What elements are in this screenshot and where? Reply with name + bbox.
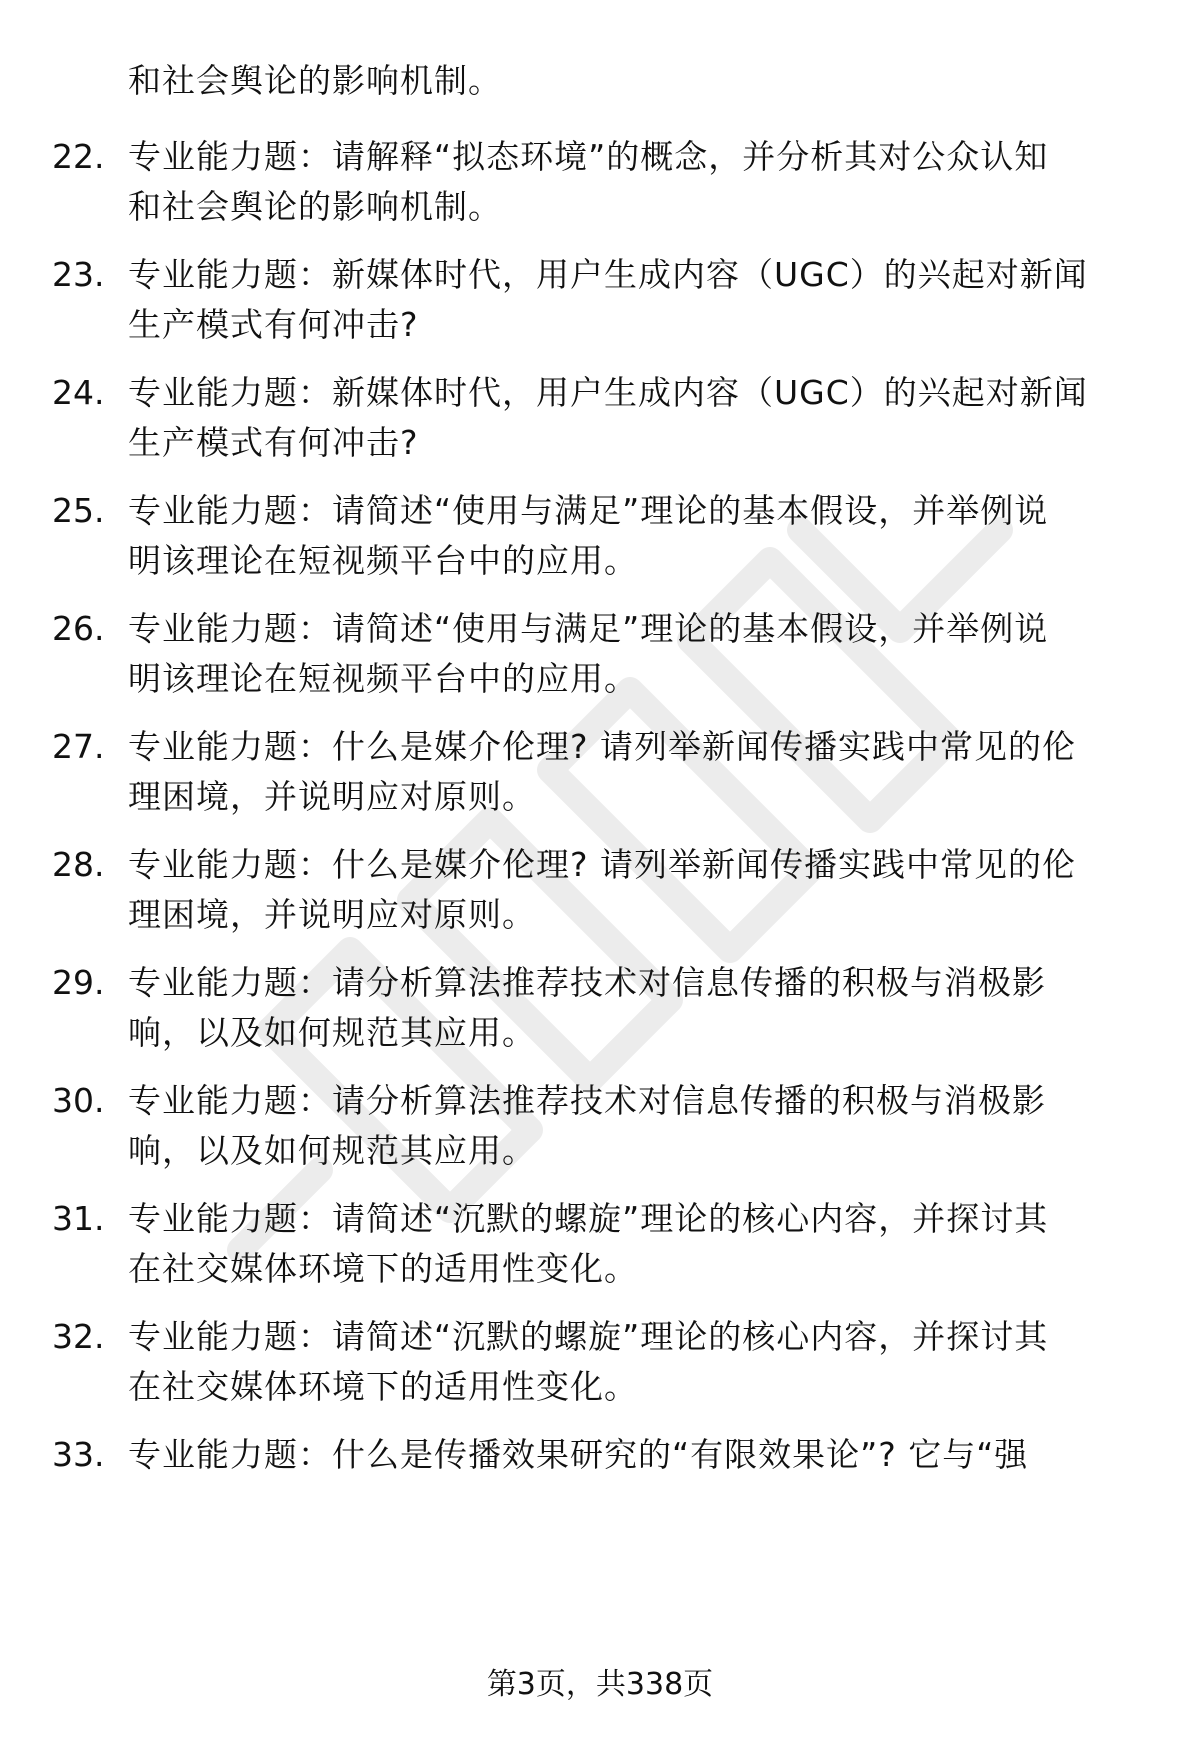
question-text: 专业能力题：请简述“沉默的螺旋”理论的核心内容，并探讨其 在社交媒体环境下的适用性变化。 (128, 1199, 1049, 1288)
question-number: 32. (52, 1317, 105, 1356)
question-text: 专业能力题：新媒体时代，用户生成内容（UGC）的兴起对新闻 生产模式有何冲击? (128, 373, 1088, 462)
question-number: 31. (52, 1199, 105, 1238)
question-number: 24. (52, 373, 105, 412)
question-text: 专业能力题：什么是媒介伦理? 请列举新闻传播实践中常见的伦 理困境，并说明应对原则。 (128, 845, 1077, 934)
question-item (52, 132, 1152, 232)
continued-text: 和社会舆论的影响机制。 (128, 61, 502, 100)
question-item (52, 604, 1152, 704)
question-item (52, 1430, 1152, 1480)
question-text: 专业能力题：请简述“沉默的螺旋”理论的核心内容，并探讨其 在社交媒体环境下的适用性变化。 (128, 1317, 1049, 1406)
question-item (52, 1312, 1152, 1412)
question-text: 专业能力题：请分析算法推荐技术对信息传播的积极与消极影 响，以及如何规范其应用。 (128, 963, 1046, 1052)
question-item (52, 486, 1152, 586)
question-number: 33. (52, 1435, 105, 1474)
question-item (52, 840, 1152, 940)
question-item (52, 250, 1152, 350)
question-text: 专业能力题：请简述“使用与满足”理论的基本假设，并举例说 明该理论在短视频平台中的应用。 (128, 491, 1049, 580)
question-item (52, 1076, 1152, 1176)
question-text: 专业能力题：请分析算法推荐技术对信息传播的积极与消极影 响，以及如何规范其应用。 (128, 1081, 1046, 1170)
question-number: 30. (52, 1081, 105, 1120)
question-text: 专业能力题：什么是媒介伦理? 请列举新闻传播实践中常见的伦 理困境，并说明应对原则。 (128, 727, 1077, 816)
page-footer: 第3页，共338页 (486, 1667, 714, 1702)
question-number: 29. (52, 963, 105, 1002)
question-text: 专业能力题：请解释“拟态环境”的概念，并分析其对公众认知 和社会舆论的影响机制。 (128, 137, 1049, 226)
question-number: 25. (52, 491, 105, 530)
question-text: 专业能力题：什么是传播效果研究的“有限效果论”? 它与“强 (128, 1435, 1029, 1474)
question-number: 28. (52, 845, 105, 884)
question-number: 23. (52, 255, 105, 294)
question-item (52, 722, 1152, 822)
question-item (52, 368, 1152, 468)
question-number: 27. (52, 727, 105, 766)
question-item (52, 958, 1152, 1058)
question-number: 22. (52, 137, 105, 176)
question-text: 专业能力题：请简述“使用与满足”理论的基本假设，并举例说 明该理论在短视频平台中的应用。 (128, 609, 1049, 698)
question-number: 26. (52, 609, 105, 648)
question-item (52, 1194, 1152, 1294)
question-text: 专业能力题：新媒体时代，用户生成内容（UGC）的兴起对新闻 生产模式有何冲击? (128, 255, 1088, 344)
